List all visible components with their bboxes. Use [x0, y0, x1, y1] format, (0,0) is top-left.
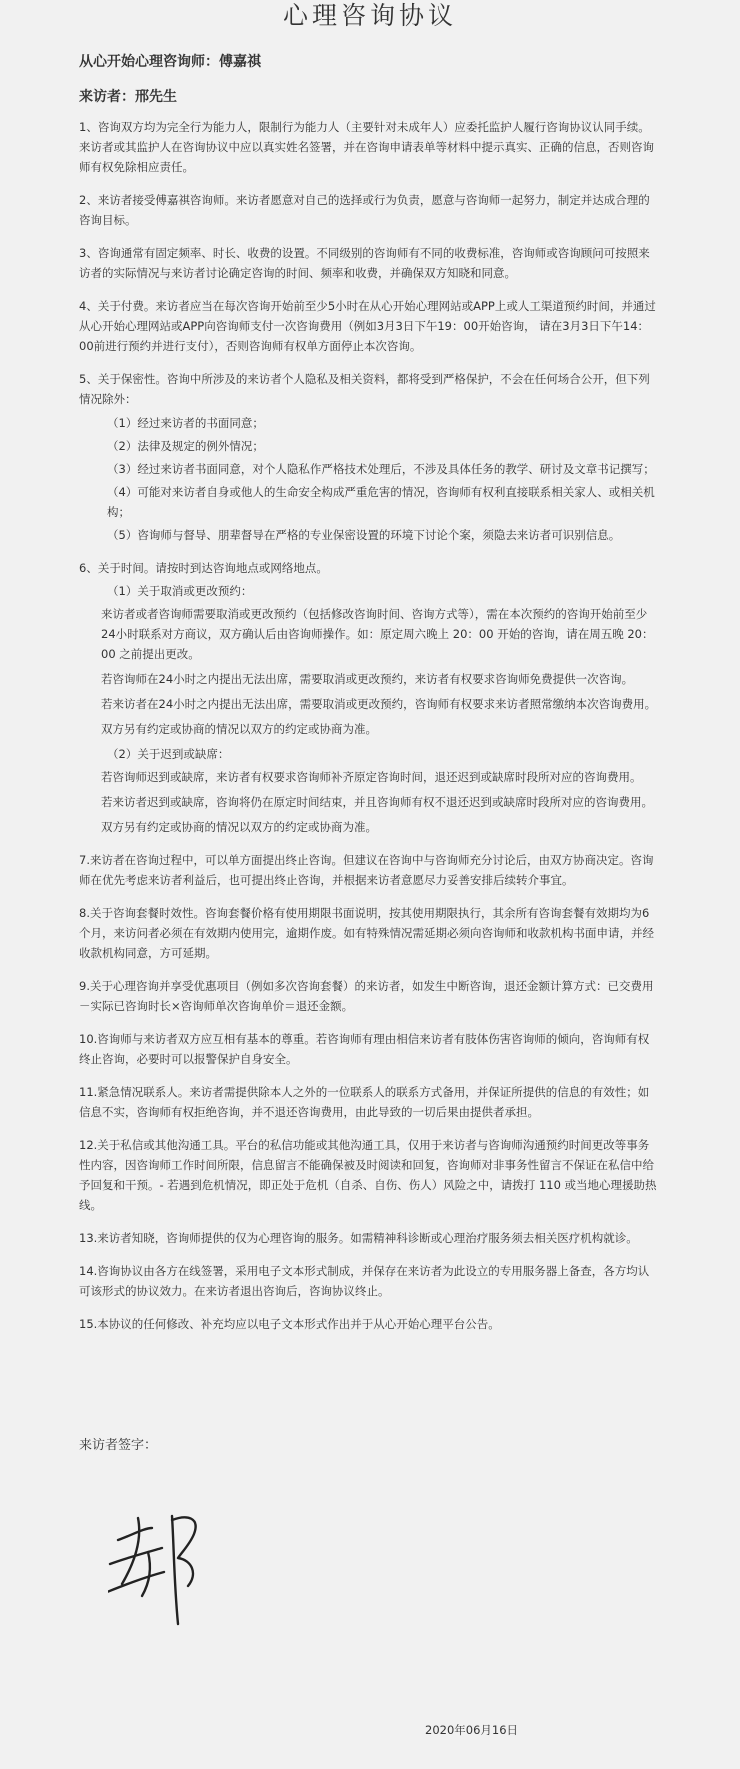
agreement-body: [79, 117, 659, 1347]
clause-10: 10.咨询师与来访者双方应互相有基本的尊重。若咨询师有理由相信来访者有肢体伤害咨询师的倾向，咨询师有权终止咨询，必要时可以报警保护自身安全。: [79, 1032, 650, 1066]
clause-9: 9.关于心理咨询并享受优惠项目（例如多次咨询套餐）的来访者，如发生中断咨询，退还金额计算方式：已交费用－实际已咨询时长×咨询师单次咨询单价＝退还金额。: [79, 979, 654, 1013]
clause-13: 13.来访者知晓，咨询师提供的仅为心理咨询的服务。如需精神科诊断或心理治疗服务须去相关医疗机构就诊。: [79, 1231, 638, 1245]
clause-7: 7.来访者在咨询过程中，可以单方面提出终止咨询。但建议在咨询中与咨询师充分讨论后，由双方协商决定。咨询师在优先考虑来访者利益后，也可提出终止咨询，并根据来访者意愿尽力妥善安排后续转介事宜。: [79, 853, 654, 887]
clause-6-para-3: 若来访者在24小时之内提出无法出席，需要取消或更改预约，咨询师有权要求来访者照常缴纳本次咨询费用。: [101, 697, 657, 711]
clause-5-sub-3: （3）经过来访者书面同意，对个人隐私作严格技术处理后，不涉及具体任务的教学、研讨及文章书记撰写；: [107, 462, 655, 476]
page-title: 心理咨询协议: [282, 1, 457, 30]
clause-8: 8.关于咨询套餐时效性。咨询套餐价格有使用期限书面说明，按其使用期限执行，其余所有咨询套餐有效期均为6个月，来访问者必须在有效期内使用完，逾期作废。如有特殊情况需延期必须向咨询师和收款机构书面申请，并经收款机构同意，方可延期。: [79, 906, 654, 960]
clause-6-para-1: 来访者或者咨询师需要取消或更改预约（包括修改咨询时间、咨询方式等），需在本次预约的咨询开始前至少24小时联系对方商议，双方确认后由咨询师操作。如：原定周六晚上 20：00 开始的咨询，请在周五晚 20：00 之前提出更改。: [101, 607, 654, 661]
clause-5-sub-5: （5）咨询师与督导、朋辈督导在严格的专业保密设置的环境下讨论个案，须隐去来访者可识别信息。: [107, 528, 621, 542]
visitor-line: 来访者：邢先生: [79, 89, 177, 105]
clause-2: 2、来访者接受傅嘉祺咨询师。来访者愿意对自己的选择或行为负责，愿意与咨询师一起努力，制定并达成合理的咨询目标。: [79, 193, 650, 227]
clause-6-para-7: 双方另有约定或协商的情况以双方的约定或协商为准。: [101, 820, 377, 834]
signature-label: 来访者签字：: [79, 1438, 158, 1453]
clause-6-para-5: 若咨询师迟到或缺席，来访者有权要求咨询师补齐原定咨询时间，退还迟到或缺席时段所对应的咨询费用。: [101, 770, 642, 784]
clause-5-sub-4: （4）可能对来访者自身或他人的生命安全构成严重危害的情况，咨询师有权利直接联系相关家人、或相关机构；: [107, 485, 655, 519]
clause-6-para-2: 若咨询师在24小时之内提出无法出席，需要取消或更改预约，来访者有权要求咨询师免费提供一次咨询。: [101, 672, 634, 686]
clause-1: 1、咨询双方均为完全行为能力人，限制行为能力人（主要针对未成年人）应委托监护人履行咨询协议认同手续。来访者或其监护人在咨询协议中应以真实姓名签署，并在咨询申请表单等材料中提示真实、正确的信息，否则咨询师有权免除相应责任。: [79, 120, 654, 174]
signature-date: 2020年06月16日: [425, 1723, 519, 1737]
clause-11: 11.紧急情况联系人。来访者需提供除本人之外的一位联系人的联系方式备用，并保证所提供的信息的有效性；如信息不实，咨询师有权拒绝咨询，并不退还咨询费用，由此导致的一切后果由提供者承担。: [79, 1085, 650, 1119]
clause-6-sub-2: （2）关于迟到或缺席：: [107, 747, 230, 761]
clause-6-intro: 6、关于时间。请按时到达咨询地点或网络地点。: [79, 561, 328, 575]
clause-14: 14.咨询协议由各方在线签署，采用电子文本形式制成，并保存在来访者为此设立的专用服务器上备查，各方均认可该形式的协议效力。在来访者退出咨询后，咨询协议终止。: [79, 1264, 650, 1298]
clause-12: 12.关于私信或其他沟通工具。平台的私信功能或其他沟通工具，仅用于来访者与咨询师沟通预约时间更改等事务性内容，因咨询师工作时间所限，信息留言不能确保被及时阅读和回复，咨询师对非事务性留言不保证在私信中给予回复和干预。- 若遇到危机情况，即正处于危机（自杀、自伤、伤人）风险之中，请拨打 110 或当地心理援助热线。: [79, 1138, 657, 1212]
clause-6-para-4: 双方另有约定或协商的情况以双方的约定或协商为准。: [101, 722, 377, 736]
clause-4: 4、关于付费。来访者应当在每次咨询开始前至少5小时在从心开始心理网站或APP上或人工渠道预约时间，并通过从心开始心理网站或APP向咨询师支付一次咨询费用（例如3月3日下午19：00开始咨询， 请在3月3日下午14：00前进行预约并进行支付），否则咨询师有权单方面停止本次咨询。: [79, 299, 656, 353]
clause-15: 15.本协议的任何修改、补充均应以电子文本形式作出并于从心开始心理平台公告。: [79, 1317, 500, 1331]
clause-6-para-6: 若来访者迟到或缺席，咨询将仍在原定时间结束，并且咨询师有权不退还迟到或缺席时段所对应的咨询费用。: [101, 795, 653, 809]
clause-5-sub-1: （1）经过来访者的书面同意；: [107, 416, 264, 430]
handwritten-signature: [108, 1498, 218, 1638]
clause-3: 3、咨询通常有固定频率、时长、收费的设置。不同级别的咨询师有不同的收费标准，咨询师或咨询顾问可按照来访者的实际情况与来访者讨论确定咨询的时间、频率和收费，并确保双方知晓和同意。: [79, 246, 650, 280]
clause-5-intro: 5、关于保密性。咨询中所涉及的来访者个人隐私及相关资料，都将受到严格保护，不会在任何场合公开，但下列情况除外：: [79, 372, 650, 406]
counselor-line: 从心开始心理咨询师：傅嘉祺: [79, 54, 261, 70]
clause-6-sub-1: （1）关于取消或更改预约：: [107, 584, 253, 598]
clause-5-sub-2: （2）法律及规定的例外情况；: [107, 439, 264, 453]
